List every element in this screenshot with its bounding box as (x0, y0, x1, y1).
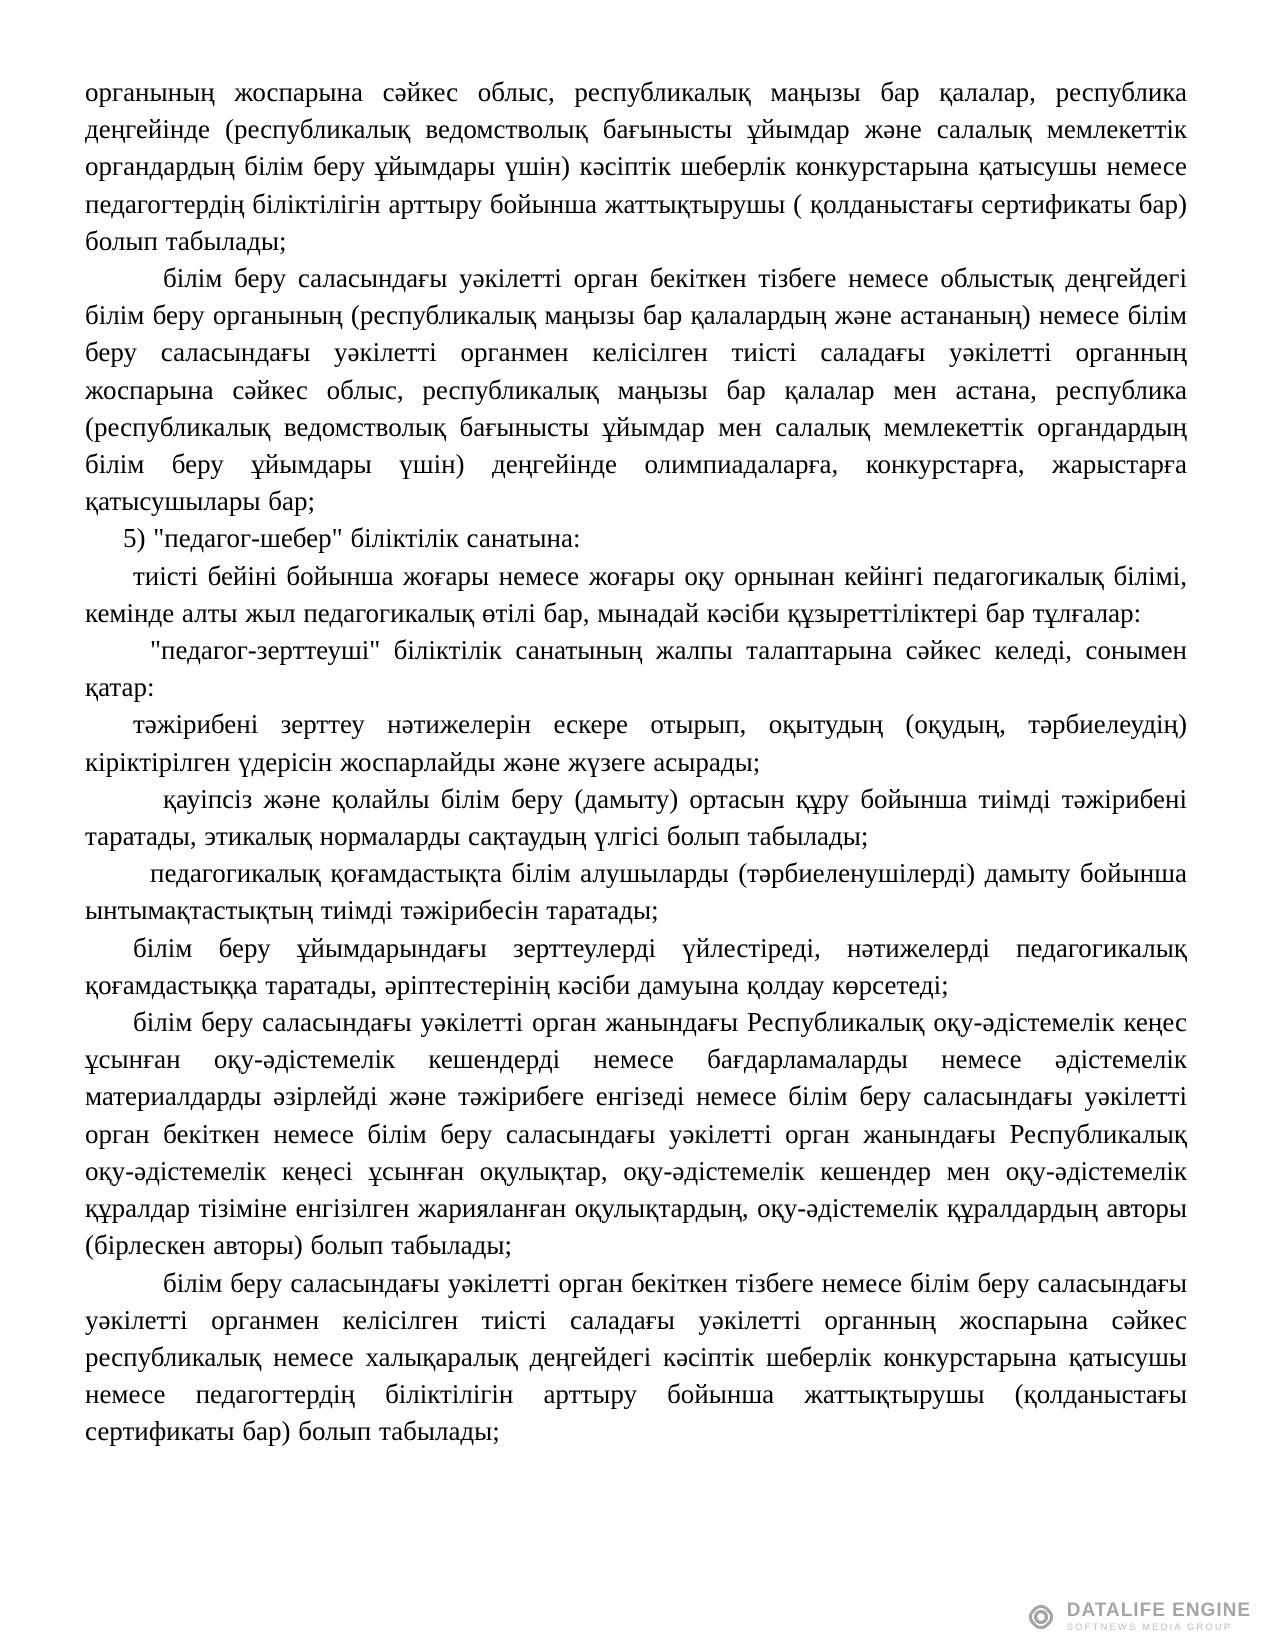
paragraph: "педагог-зерттеуші" біліктілік санатының жалпы талаптарына сәйкес келеді, сонымен қатар: (85, 635, 1187, 703)
paragraph: педагогикалық қоғамдастықта білім алушыларды (тәрбиеленушілерді) дамыту бойынша ынтымақтастықтың тиімді тәжірибесін таратады; (85, 858, 1187, 926)
paragraph: білім беру саласындағы уәкілетті орган бекіткен тізбеге немесе білім беру саласындағы уәкілетті органмен келісілген тиісті саладағы уәкілетті органның жоспарына сәйкес республикалық немесе халықаралық деңгейдегі кәсіптік шеберлік конкурстарына қатысушы немесе педагогтердің біліктілігін арттыру бойынша жаттықтырушы (қолданыстағы сертификаты бар) болып табылады; (85, 1267, 1187, 1447)
paragraph: тиісті бейіні бойынша жоғары немесе жоғары оқу орнынан кейінгі педагогикалық білімі, кемінде алты жыл педагогикалық өтілі бар, мынадай кәсіби құзыреттіліктері бар тұлғалар: (85, 560, 1187, 628)
watermark-subtitle: SOFTNEWS MEDIA GROUP (1066, 1621, 1233, 1633)
paragraph: 5) "педагог-шебер" біліктілік санатына: (123, 523, 581, 554)
paragraph: білім беру саласындағы уәкілетті орган жанындағы Республикалық оқу-әдістемелік кеңес ұсынған оқу-әдістемелік кешендерді немесе бағдарламаларды немесе әдістемелік материалдарды әзірлейді және тәжірибеге енгізеді немесе білім беру саласындағы уәкілетті орган бекіткен немесе білім беру саласындағы уәкілетті орган жанындағы Республикалық оқу-әдістемелік кеңесі ұсынған оқулықтар, оқу-әдістемелік кешендер мен оқу-әдістемелік құралдар тізіміне енгізілген жарияланған оқулықтардың, оқу-әдістемелік құралдардың авторы (бірлескен авторы) болып табылады; (85, 1007, 1187, 1261)
paragraph: білім беру саласындағы уәкілетті орган бекіткен тізбеге немесе облыстық деңгейдегі білім беру органының (республикалық маңызы бар қалалардың және астананың) немесе білім беру саласындағы уәкілетті органмен келісілген тиісті саладағы уәкілетті органның жоспарына сәйкес облыс, республикалық маңызы бар қалалар мен астана, республика (республикалық ведомстволық бағынысты ұйымдар мен салалық мемлекеттік органдардың білім беру ұйымдары үшін) деңгейінде олимпиадаларға, конкурстарға, жарыстарға қатысушылары бар; (85, 263, 1187, 517)
datalife-engine-eye-icon (1024, 1600, 1058, 1634)
datalife-engine-watermark (1024, 1600, 1251, 1634)
paragraph: тәжірибені зерттеу нәтижелерін ескере отырып, оқытудың (оқудың, тәрбиелеудің) кіріктірілген үдерісін жоспарлайды және жүзеге асырады; (85, 709, 1187, 777)
paragraph: білім беру ұйымдарындағы зерттеулерді үйлестіреді, нәтижелерді педагогикалық қоғамдастыққа таратады, әріптестерінің кәсіби дамуына қолдау көрсетеді; (85, 932, 1187, 1000)
watermark-title: DATALIFE ENGINE (1066, 1599, 1251, 1621)
paragraph: органының жоспарына сәйкес облыс, республикалық маңызы бар қалалар, республика деңгейінде (республикалық ведомстволық бағынысты ұйымдар және салалық мемлекеттік органдардың білім беру ұйымдары үшін) кәсіптік шеберлік конкурстарына қатысушы немесе педагогтердің біліктілігін арттыру бойынша жаттықтырушы ( қолданыстағы сертификаты бар) болып табылады; (85, 77, 1187, 256)
watermark-text (1067, 1601, 1251, 1634)
paragraph: қауіпсіз және қолайлы білім беру (дамыту) ортасын құру бойынша тиімді тәжірибені таратады, этикалық нормаларды сақтаудың үлгісі болып табылады; (85, 783, 1187, 852)
